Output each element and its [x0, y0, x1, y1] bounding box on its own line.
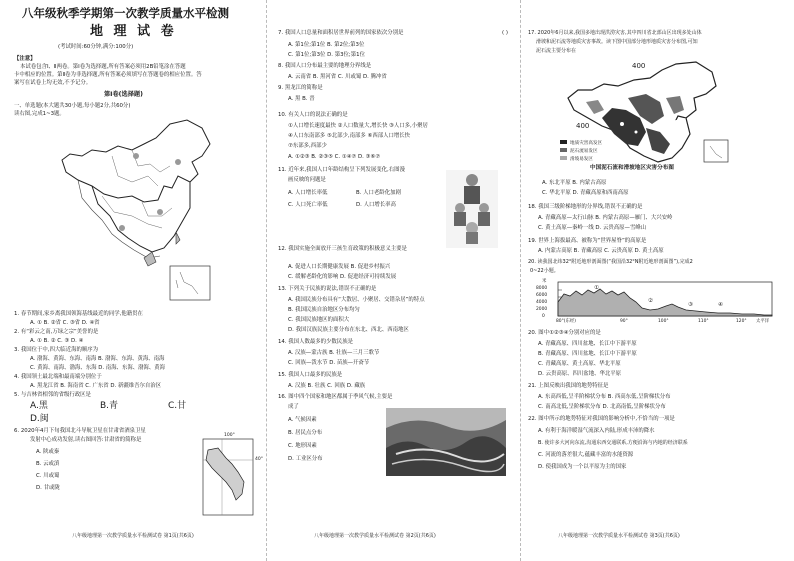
note-line: 卡中相应的位置。第Ⅱ卷为非选择题,所有答案必须填写在答题卷的相应位置。答	[14, 72, 202, 78]
question-1: 1. 春节期间,家乡离我国领海基线最近的同学,他籍贯在	[14, 311, 143, 317]
y-tick: 6000	[536, 293, 548, 298]
question-18: 18. 我国三级阶梯地形的分界线,错误不正确的是	[528, 204, 643, 210]
option-11b: B. 人口老龄化加剧	[356, 190, 401, 196]
options-13: A. 我国民族分布具有“大散居、小聚居、交错杂居”的特点	[288, 297, 425, 303]
options-13: C. 我国民族地区的面积大	[288, 317, 350, 323]
options-7: A. 第1位;第1位 B. 第2位;第3位	[288, 42, 365, 48]
options-18: A. 青藏高原—太行山脉 B. 内蒙古高原—雁门、大兴安岭	[538, 215, 673, 221]
question-8: 8. 我国人口分布最主要的地理分界线是	[278, 63, 372, 69]
profile-marker: ③	[688, 302, 693, 308]
exam-time: (考试时间:60分钟,满分:100分)	[58, 44, 134, 50]
page-footer: 八年级地理第一次教学质量水平检测试卷 第2页(共6页)	[314, 533, 436, 539]
options-1: A. ① B. ②省 C. ③省 D. ④省	[30, 320, 100, 326]
x-tick: 120°	[736, 319, 747, 324]
question-9: 9. 黑龙江的简称是	[278, 85, 323, 91]
question-4: 4. 我国领土最北端和最南端分别位于	[14, 374, 102, 380]
exam-title: 八年级秋季学期第一次教学质量水平检测	[22, 6, 229, 20]
question-10: 10. 有关人口的说法正确的是	[278, 112, 348, 118]
question-11: 画反映的问题是	[288, 177, 326, 183]
option-16d: D. 工业区分布	[288, 456, 323, 462]
question-11: 11. 近年来,我国人口年龄结构呈下列发展变化,右图漫	[278, 167, 405, 173]
option-22c: C. 河流的落差很大,蕴藏丰富的水能资源	[538, 452, 634, 458]
options-4: A. 黑龙江省 B. 海南省 C. 广东省 D. 新疆维吾尔自治区	[30, 383, 162, 389]
option-5b: B.青	[100, 401, 119, 411]
statements-10: ④人口东南部多 ⑤北部少,南部多 ⑥西部人口增长快	[288, 133, 411, 139]
question-13: 13. 下列关于民族的说法,错误不正确的是	[278, 286, 377, 292]
question-15: 15. 我国人口最多的民族是	[278, 372, 343, 378]
options-13: D. 我国汉族民族主要分布在东北、西北、西南地区	[288, 327, 409, 333]
options-12: A. 促进人口长期健康发展 B. 促进乡村振兴	[288, 264, 391, 270]
contour-label: 400	[576, 122, 590, 130]
options-15: A. 汉族 B. 壮族 C. 回族 D. 藏族	[288, 383, 366, 389]
profile-marker: ①	[594, 285, 599, 291]
options-18: C. 黄土高原—秦岭一线 D. 云贵高原—雪峰山	[538, 225, 647, 231]
options-10: A. ①②③ B. ②③⑤ C. ①④⑦ D. ③⑥⑦	[288, 154, 381, 160]
question-20: 20. 图中①②③④分别对应的是	[528, 330, 601, 336]
question-20-intro: 20. 读我国北纬32°附近地形剖面图(“我国沿32°N附近地形剖面图”),完成2	[528, 259, 693, 265]
lat-label: 40°	[255, 457, 263, 462]
options-13: B. 我国民族自治地区分布均匀	[288, 307, 360, 313]
option-20c: C. 青藏高原、黄土高原、华北平原	[538, 361, 621, 367]
page-2	[276, 0, 528, 561]
options-12: C. 缓解老龄化的影响 D. 促进经济可持续发展	[288, 274, 397, 280]
option-22b: B. 使许多大河向东流,沟通东西交通联系,方便沿海与内地的经济联系	[538, 440, 688, 446]
china-map	[52, 116, 232, 306]
page-footer: 八年级地理第一次教学质量水平检测试卷 第1页(共6页)	[72, 533, 194, 539]
option-6b: B. 云或滇	[36, 461, 60, 467]
question-16: 成了	[288, 404, 299, 410]
answer-bracket: ( )	[502, 30, 508, 36]
options-17: C. 华北平原 D. 青藏高原和西南高原	[542, 190, 629, 196]
y-tick: 4000	[536, 300, 548, 305]
column-divider	[266, 0, 267, 561]
options-21: C. 南高北低,呈阶梯状分布 D. 北高南低,呈阶梯状分布	[538, 404, 666, 410]
options-17: A. 东北平原 B. 内蒙古高原	[542, 180, 607, 186]
option-5d: D.闽	[30, 414, 49, 424]
y-tick: 8000	[536, 286, 548, 291]
page-1	[12, 0, 264, 561]
options-7: C. 第1位;第3位 D. 第3位;第1位	[288, 52, 365, 58]
legend-item: 滑坡易发区	[570, 157, 593, 162]
question-2: 2. 有“彩云之南,万绿之宗”美誉的是	[14, 329, 99, 335]
page-footer: 八年级地理第一次教学质量水平检测试卷 第3页(共6页)	[558, 533, 680, 539]
landscape-photo	[386, 408, 506, 476]
option-11a: A. 人口增长率低	[288, 190, 328, 196]
option-20a: A. 青藏高原、四川盆地、长江中下游平原	[538, 341, 637, 347]
option-16c: C. 地形因素	[288, 443, 317, 449]
section-intro: 读右图,完成1~3题。	[14, 111, 65, 117]
gansu-map	[202, 438, 254, 516]
page-3	[528, 0, 786, 561]
note-line: 本试卷包含Ⅰ、Ⅱ两卷。第Ⅰ卷为选择题,所有答案必须用2B铅笔涂在答题	[20, 64, 186, 70]
contour-label: 400	[632, 62, 646, 70]
option-11c: C. 人口死亡率低	[288, 202, 328, 208]
question-5: 5. 与吉林省相邻的省级行政区是	[14, 392, 91, 398]
question-20-intro: 0~22小题。	[530, 268, 559, 274]
option-6c: C. 川或蜀	[36, 473, 60, 479]
options-9: A. 黑 B. 晋	[288, 96, 315, 102]
map-caption: 中国泥石流和滑坡地区灾害分布图	[590, 165, 674, 171]
options-19: A. 内蒙古高原 B. 青藏高原 C. 云贵高原 D. 黄土高原	[538, 248, 664, 254]
note-line: 案写在试卷上均无效,不予记分。	[14, 80, 92, 86]
y-tick: 0	[542, 314, 545, 319]
question-6: 发射中心成功发射,读右图回答:甘肃省的简称是	[30, 437, 142, 443]
option-5c: C.甘	[168, 401, 187, 411]
options-8: A. 云南省 B. 黑河省 C. 川或蜀 D. 腾冲省	[288, 74, 387, 80]
y-tick: 2000	[536, 307, 548, 312]
cartoon-image	[446, 170, 498, 248]
sea-label: 太平洋	[756, 319, 770, 324]
section-intro: 一、单选题(本大题共30小题,每小题2分,共60分)	[14, 103, 131, 109]
x-tick: 110°	[698, 319, 709, 324]
section-heading: 第Ⅰ卷(选择题)	[104, 91, 143, 98]
question-14: 14. 我国人数最多的少数民族是	[278, 339, 353, 345]
question-19: 19. 世界上海拔最高、被称为“世界屋脊”的高原是	[528, 238, 647, 244]
question-7: 7. 我国人口总量和面积居世界前列的国家依次分别是	[278, 30, 404, 36]
option-5a: A.黑	[30, 401, 48, 411]
question-12: 12. 我国实施全面放开三孩生育政策的积极意义主要是	[278, 246, 407, 252]
question-17: 17. 2020年6月以来,我国多地出现洪涝灾害,其中四川省北部山区出现多处山体	[528, 30, 702, 36]
option-22a: A. 有利于海洋暖湿气流深入内陆,形成丰沛的降水	[538, 428, 655, 434]
options-21: A. 东高西低,呈半阶梯状分布 B. 西高东低,呈阶梯状分布	[538, 394, 671, 400]
options-14: C. 回族—泼水节 D. 苗族—开斋节	[288, 360, 370, 366]
option-20d: D. 云贵高原、四川盆地、华北平原	[538, 371, 622, 377]
x-tick: 80°(东经)	[556, 319, 576, 324]
options-3: A. 渤海、黄海、东海、南海 B. 渤海、东海、黄海、南海	[30, 356, 165, 362]
options-14: A. 汉族—蒙古族 B. 壮族—三月三歌节	[288, 350, 380, 356]
y-axis-unit: 米	[542, 279, 547, 284]
x-tick: 100°	[658, 319, 669, 324]
question-16: 16. 图中四个国家和地区都属于季风气候,主要是	[278, 394, 393, 400]
question-17: 滑坡和泥石流等地质灾害事故。读下图中国部分地形地质灾害分布图,可知	[536, 39, 698, 45]
exam-subtitle: 地 理 试 卷	[90, 24, 177, 39]
options-3: C. 黄海、南海、渤海、东海 D. 南海、东海、渤海、黄海	[30, 365, 166, 371]
profile-marker: ④	[718, 302, 723, 308]
legend-item: 地质灾害高发区	[570, 141, 603, 146]
note-heading: 【注意】	[14, 56, 36, 62]
option-6d: D. 甘或陇	[36, 485, 60, 491]
lon-label: 100°	[224, 433, 235, 438]
profile-marker: ②	[648, 298, 653, 304]
question-17: 泥石流主要分布在	[536, 48, 577, 54]
option-16a: A. 气候因素	[288, 417, 317, 423]
question-21: 21. 上图反映出我国的地势特征是	[528, 383, 609, 389]
option-6a: A. 陕或秦	[36, 449, 60, 455]
option-11d: D. 人口增长率高	[356, 202, 396, 208]
question-3: 3. 我国位于中,四大临近海的顺序为	[14, 347, 99, 353]
statements-10: ⑦东部多,西部少	[288, 143, 327, 149]
option-22d: D. 使我国成为一个以平原为主的国家	[538, 464, 627, 470]
option-20b: B. 青藏高原、四川盆地、长江中下游平原	[538, 351, 637, 357]
column-divider	[520, 0, 521, 561]
legend-item: 泥石流易发区	[570, 149, 598, 154]
statements-10: ①人口增长速度最快 ②人口数量大,增长快 ③人口多,小聚居	[288, 123, 428, 129]
option-16b: B. 居民点分布	[288, 430, 323, 436]
x-tick: 90°	[620, 319, 628, 324]
question-22: 22. 图中所示的地势特征对我国的影响分析中,不恰当的一项是	[528, 416, 675, 422]
question-6: 6. 2020年4月下旬我国北斗导航卫星在甘肃省酒泉卫星	[14, 428, 146, 434]
options-2: A. ① B. ② C. ③ D. ④	[30, 338, 84, 344]
